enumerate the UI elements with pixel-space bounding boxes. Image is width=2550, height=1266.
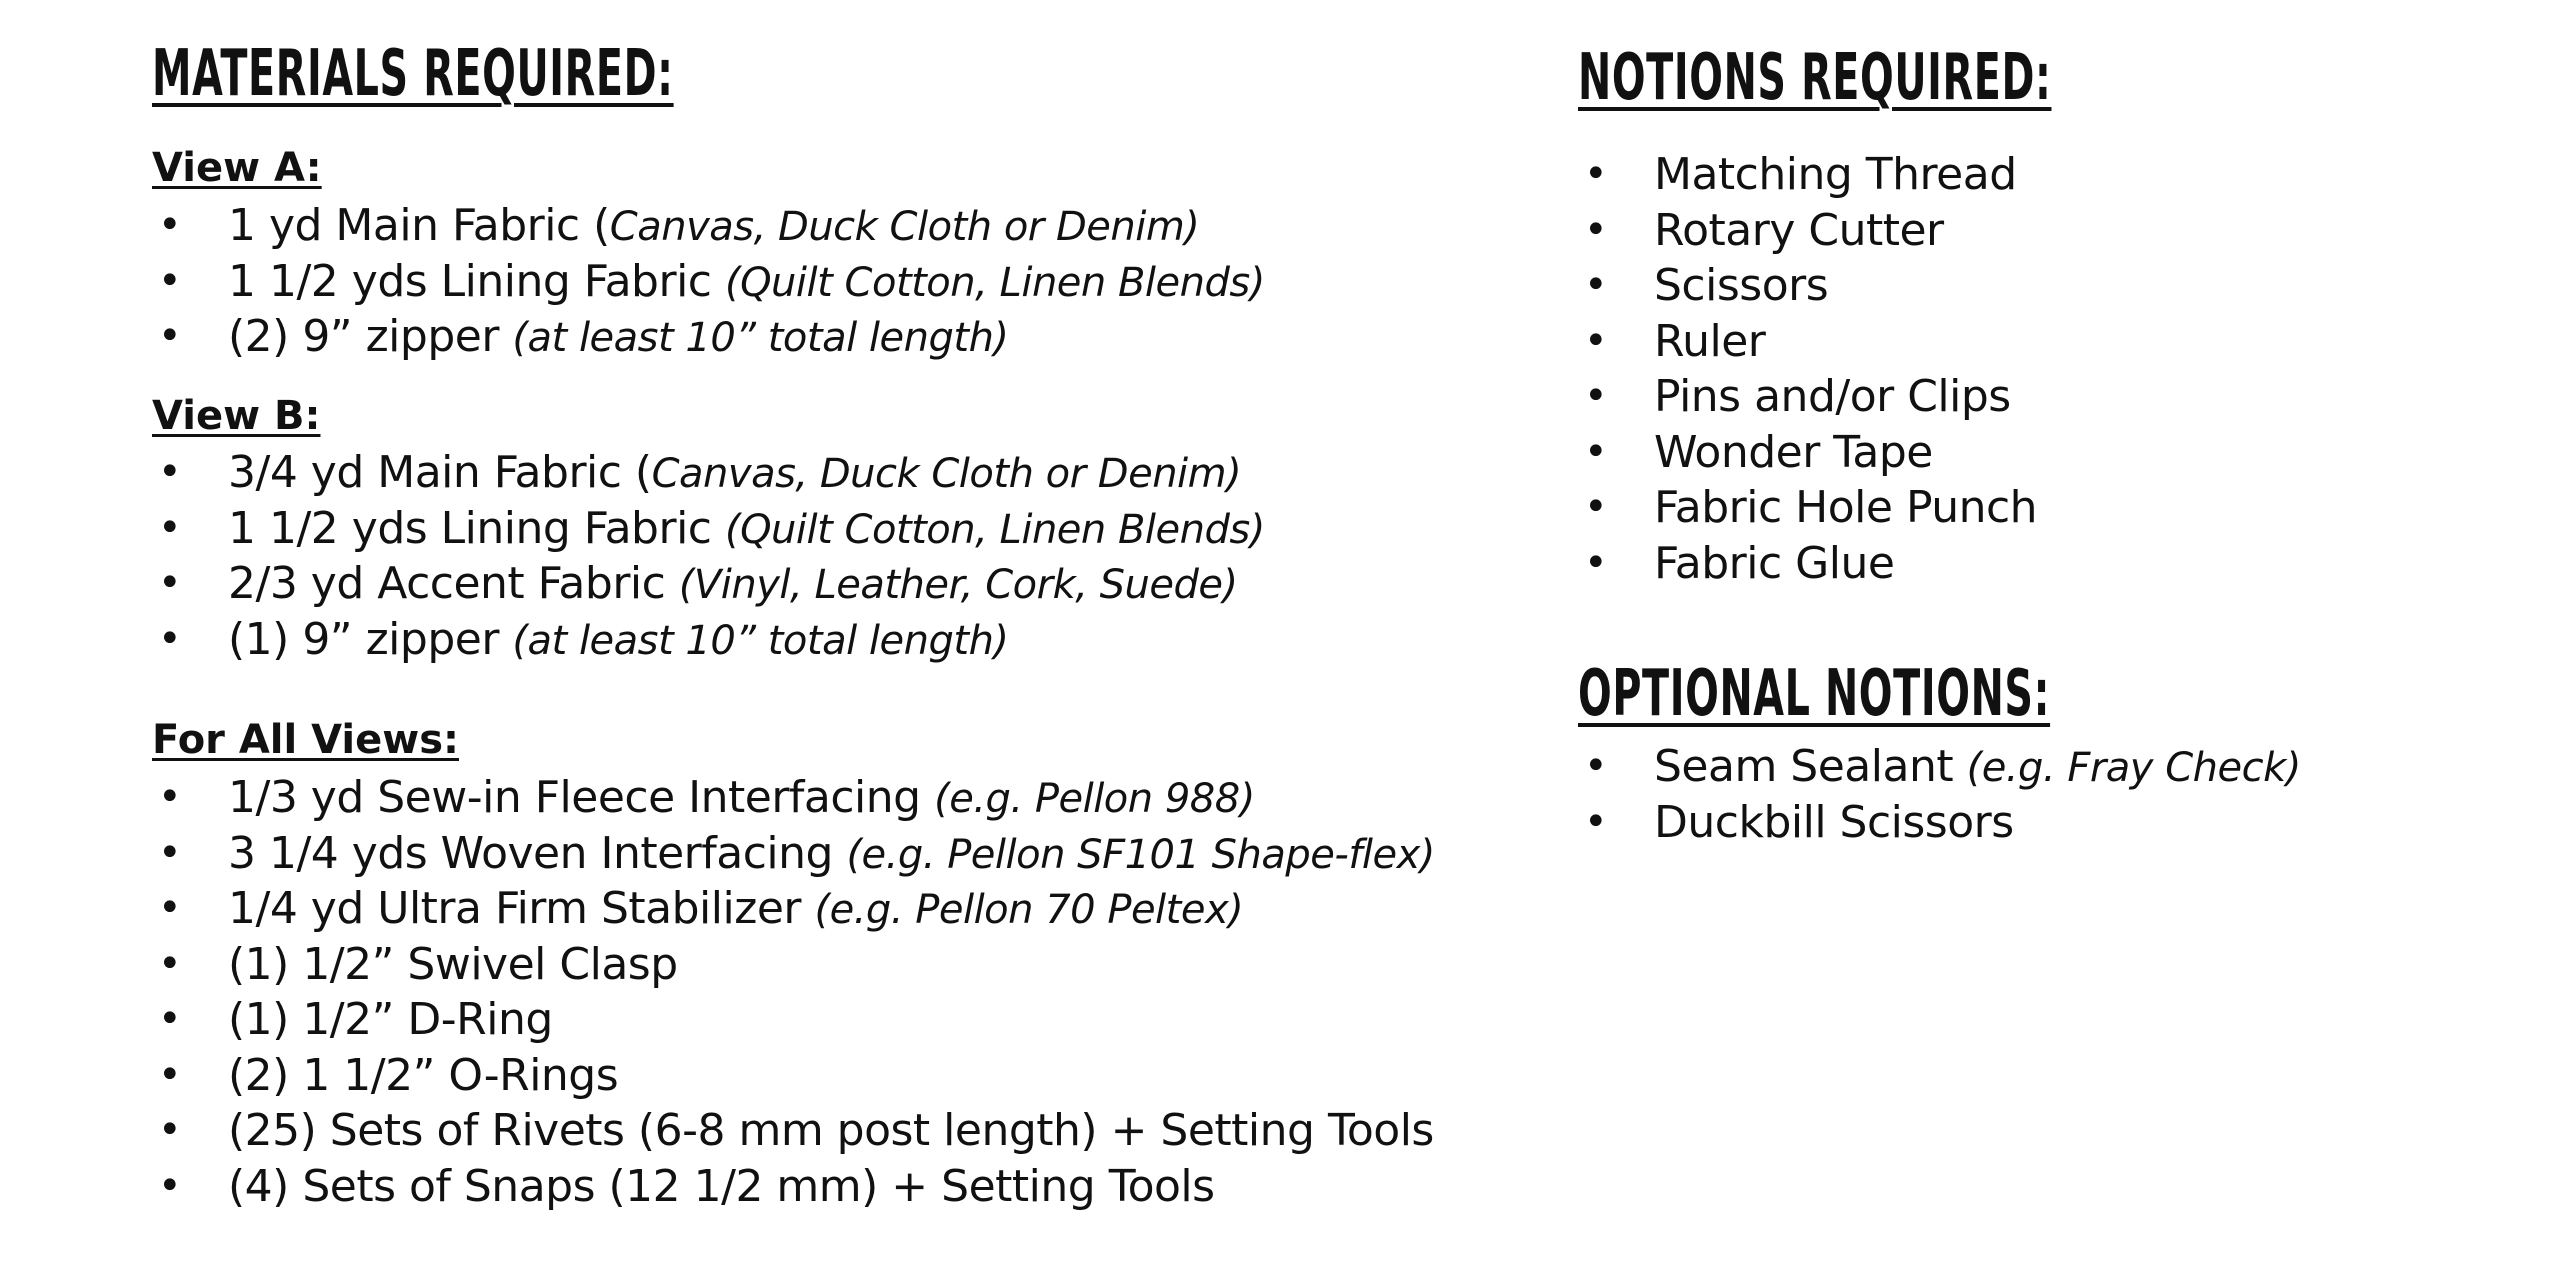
item-text: (25) Sets of Rivets (6-8 mm post length) + Setting Tools — [228, 1105, 1434, 1156]
list-item — [152, 1103, 1435, 1159]
all-views-title: For All Views: — [152, 717, 459, 763]
bullet-icon: • — [158, 1051, 182, 1098]
view-a-title: View A: — [152, 145, 322, 191]
bullet-icon: • — [1584, 798, 1608, 845]
notions-list — [1578, 147, 2037, 591]
bullet-icon: • — [158, 449, 182, 495]
item-note: (Quilt Cotton, Linen Blends) — [724, 259, 1265, 306]
item-note: (e.g. Fray Check) — [1966, 745, 2301, 791]
item-text: 1 1/2 yds Lining Fabric — [228, 255, 725, 307]
optional-notions-list — [1578, 739, 2301, 850]
list-item — [1578, 369, 2037, 425]
bullet-icon: • — [158, 774, 182, 820]
bullet-icon: • — [158, 1107, 182, 1153]
item-note: (e.g. Pellon 70 Peltex) — [814, 887, 1244, 933]
item-text: Duckbill Scissors — [1654, 796, 2014, 848]
list-item — [152, 501, 1265, 557]
item-text: (1) 1/2” D-Ring — [228, 994, 553, 1045]
item-text: (2) 9” zipper — [228, 311, 513, 362]
item-text: 2/3 yd Accent Fabric — [228, 558, 679, 609]
list-item — [152, 1048, 1435, 1104]
list-item — [152, 309, 1265, 365]
list-item — [1578, 480, 2037, 536]
optional-notions-heading: OPTIONAL NOTIONS: — [1578, 657, 2051, 731]
list-item — [1578, 795, 2301, 851]
item-text: Seam Sealant — [1654, 741, 1967, 792]
list-item — [152, 1159, 1435, 1215]
list-item — [152, 445, 1265, 501]
item-text: Ruler — [1654, 315, 1766, 367]
item-text: (1) 1/2” Swivel Clasp — [228, 938, 678, 990]
bullet-icon: • — [158, 940, 182, 987]
item-note: (at least 10” total length) — [512, 617, 1009, 664]
list-item — [1578, 314, 2037, 370]
item-text: 1/4 yd Ultra Firm Stabilizer — [228, 883, 815, 934]
bullet-icon: • — [1584, 484, 1608, 530]
list-item — [1578, 258, 2037, 314]
list-item — [152, 826, 1435, 882]
item-text: Rotary Cutter — [1654, 204, 1944, 256]
bullet-icon: • — [1584, 373, 1608, 419]
item-text: (1) 9” zipper — [228, 613, 513, 665]
item-text: 1/3 yd Sew-in Fleece Interfacing — [228, 772, 935, 823]
list-item — [152, 612, 1265, 668]
item-note: (Quilt Cotton, Linen Blends) — [724, 506, 1265, 553]
item-text: Matching Thread — [1654, 149, 2017, 200]
bullet-icon: • — [158, 996, 182, 1042]
list-item — [1578, 536, 2037, 592]
bullet-icon: • — [158, 202, 182, 248]
item-text: (4) Sets of Snaps (12 1/2 mm) + Setting Tools — [228, 1160, 1215, 1212]
list-item — [1578, 425, 2037, 481]
list-item — [152, 556, 1265, 612]
view-b-title: View B: — [152, 393, 321, 439]
bullet-icon: • — [158, 1162, 182, 1209]
list-item — [152, 881, 1435, 937]
bullet-icon: • — [158, 257, 182, 304]
list-item — [1578, 147, 2037, 203]
item-note: (e.g. Pellon SF101 Shape-flex) — [846, 831, 1435, 878]
bullet-icon: • — [1584, 151, 1608, 197]
item-note: (at least 10” total length) — [512, 315, 1009, 361]
bullet-icon: • — [158, 313, 182, 359]
bullet-icon: • — [1584, 539, 1608, 586]
view-a-list — [152, 198, 1265, 365]
list-item — [152, 254, 1265, 310]
bullet-icon: • — [158, 504, 182, 551]
bullet-icon: • — [1584, 743, 1608, 789]
list-item — [1578, 203, 2037, 259]
list-item — [1578, 739, 2301, 795]
list-item — [152, 992, 1435, 1048]
bullet-icon: • — [158, 829, 182, 876]
item-text: (2) 1 1/2” O-Rings — [228, 1049, 619, 1101]
bullet-icon: • — [1584, 206, 1608, 253]
bullet-icon: • — [1584, 317, 1608, 364]
item-text: 1 1/2 yds Lining Fabric — [228, 502, 725, 554]
materials-heading: MATERIALS REQUIRED: — [152, 37, 674, 111]
bullet-icon: • — [158, 560, 182, 606]
list-item — [152, 770, 1435, 826]
bullet-icon: • — [158, 885, 182, 931]
bullet-icon: • — [158, 615, 182, 662]
item-note: Canvas, Duck Cloth or Denim) — [651, 451, 1242, 497]
item-text: Fabric Hole Punch — [1654, 482, 2038, 533]
item-text: 1 yd Main Fabric ( — [228, 200, 610, 251]
all-views-list — [152, 770, 1435, 1214]
item-text: 3 1/4 yds Woven Interfacing — [228, 827, 847, 879]
item-text: Fabric Glue — [1654, 537, 1895, 589]
view-b-list — [152, 445, 1265, 667]
bullet-icon: • — [1584, 428, 1608, 475]
item-note: (Vinyl, Leather, Cork, Suede) — [678, 562, 1238, 608]
list-item — [152, 198, 1265, 254]
item-text: 3/4 yd Main Fabric ( — [228, 447, 652, 498]
item-text: Scissors — [1654, 260, 1829, 311]
notions-heading: NOTIONS REQUIRED: — [1578, 41, 2052, 115]
bullet-icon: • — [1584, 262, 1608, 308]
item-note: Canvas, Duck Cloth or Denim) — [609, 204, 1200, 250]
item-note: (e.g. Pellon 988) — [934, 776, 1255, 822]
item-text: Wonder Tape — [1654, 426, 1933, 478]
list-item — [152, 937, 1435, 993]
item-text: Pins and/or Clips — [1654, 371, 2011, 422]
